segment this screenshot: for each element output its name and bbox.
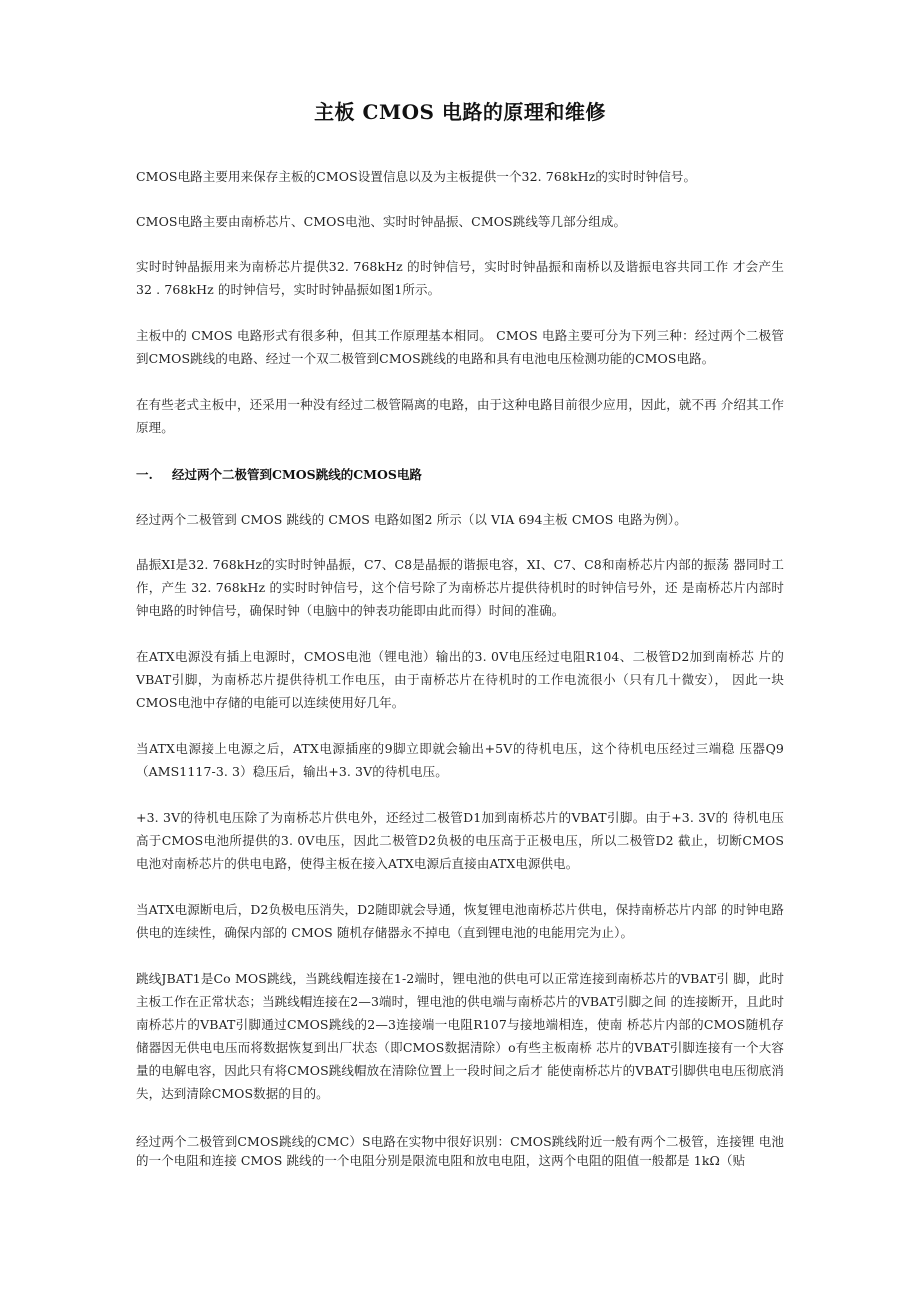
- paragraph: 经过两个二极管到 CMOS 跳线的 CMOS 电路如图2 所示（以 VIA 694主板 CMOS 电路为例）。: [136, 512, 687, 527]
- paragraph: +3. 3V的待机电压除了为南桥芯片供电外，还经过二极管D1加到南桥芯片的VBAT引脚。由于+3. 3V的 待机电压高于CMOS电池所提供的3. 0V电压，因此二极管D2负极的电压高于正极电压，所以二极管D2 截止，切断CMOS电池对南桥芯片的供电电路，使得主板在接入ATX电源后直接由ATX电源供电。: [136, 810, 784, 871]
- document-title: 主板 CMOS 电路的原理和维修: [314, 100, 606, 124]
- section-heading-text: 经过两个二极管到CMOS跳线的CMOS电路: [172, 467, 422, 482]
- section-number: 一.: [136, 467, 153, 482]
- paragraph: 经过两个二极管到CMOS跳线的CMC）S电路在实物中很好识别：CMOS跳线附近一般有两个二极管，连接锂 电池的一个电阻和连接 CMOS 跳线的一个电阻分别是限流电阻和放电电阻，这两个电阻的阻值一般都是 1kΩ（贴: [136, 1134, 784, 1168]
- paragraph: 在ATX电源没有插上电源时，CMOS电池（锂电池）输出的3. 0V电压经过电阻R104、二极管D2加到南桥芯 片的VBAT引脚，为南桥芯片提供待机工作电压，由于南桥芯片在待机时的工作电流很小（只有几十微安）， 因此一块CMOS电池中存储的电能可以连续使用好几年。: [136, 649, 784, 710]
- paragraph: 当ATX电源断电后，D2负极电压消失，D2随即就会导通，恢复锂电池南桥芯片供电，保持南桥芯片内部 的时钟电路供电的连续性，确保内部的 CMOS 随机存储器永不掉电（直到锂电池的电能用完为止）。: [136, 902, 784, 940]
- paragraph: 当ATX电源接上电源之后，ATX电源插座的9脚立即就会输出+5V的待机电压，这个待机电压经过三端稳 压器Q9（AMS1117-3. 3）稳压后，输出+3. 3V的待机电压。: [136, 741, 784, 779]
- paragraph: CMOS电路主要由南桥芯片、CMOS电池、实时时钟晶振、CMOS跳线等几部分组成。: [136, 214, 627, 229]
- section-heading: [136, 465, 422, 483]
- paragraph: 主板中的 CMOS 电路形式有很多种，但其工作原理基本相同。 CMOS 电路主要可分为下列三种：经过两个二极管到CMOS跳线的电路、经过一个双二极管到CMOS跳线的电路和具有电池电压检测功能的CMOS电路。: [136, 328, 784, 366]
- paragraph: CMOS电路主要用来保存主板的CMOS设置信息以及为主板提供一个32. 768kHz的实时时钟信号。: [136, 169, 697, 184]
- paragraph: 跳线JBAT1是Co MOS跳线，当跳线帽连接在1-2端时，锂电池的供电可以正常连接到南桥芯片的VBAT引 脚，此时主板工作在正常状态；当跳线帽连接在2—3端时，锂电池的供电端与南桥芯片的VBAT引脚之间 的连接断开，且此时南桥芯片的VBAT引脚通过CMOS跳线的2—3连接端一电阻R107与接地端相连，使南 桥芯片内部的CMOS随机存储器因无供电电压而将数据恢复到出厂状态（即CMOS数据清除）o有些主板南桥 芯片的VBAT引脚连接有一个大容量的电解电容，因此只有将CMOS跳线帽放在清除位置上一段时间之后才 能使南桥芯片的VBAT引脚供电电压彻底消失，达到清除CMOS数据的目的。: [136, 971, 784, 1101]
- paragraph: 晶振XI是32. 768kHz的实时时钟晶振，C7、C8是晶振的谐振电容，XI、C7、C8和南桥芯片内部的振荡 器同时工作，产生 32. 768kHz 的实时时钟信号，这个信号除了为南桥芯片提供待机时的时钟信号外，还 是南桥芯片内部时钟电路的时钟信号，确保时钟（电脑中的钟表功能即由此而得）时间的准确。: [136, 557, 784, 618]
- paragraph: 在有些老式主板中，还采用一种没有经过二极管隔离的电路，由于这种电路目前很少应用，因此，就不再 介绍其工作原理。: [136, 397, 784, 435]
- paragraph: 实时时钟晶振用来为南桥芯片提供32. 768kHz 的时钟信号，实时时钟晶振和南桥以及谐振电容共同工作 才会产生32 . 768kHz 的时钟信号，实时时钟晶振如图1所示。: [136, 259, 784, 297]
